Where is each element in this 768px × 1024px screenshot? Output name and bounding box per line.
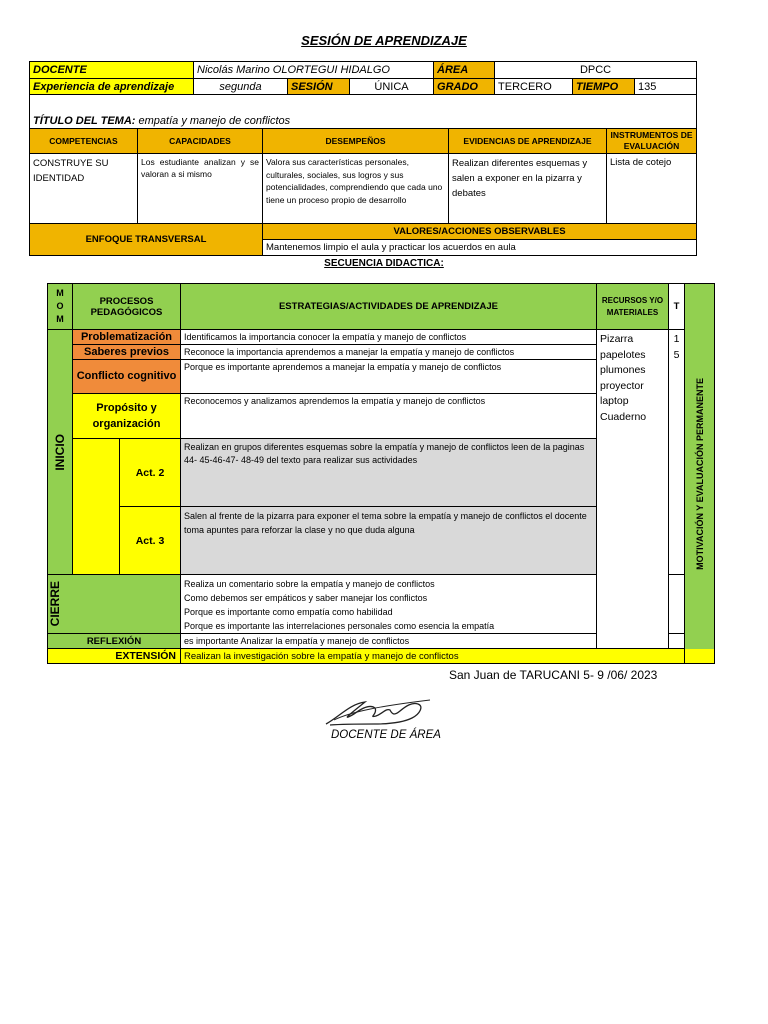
recurso-item: proyector [600, 379, 644, 392]
act-spacer [73, 439, 120, 575]
signature-caption: DOCENTE DE ÁREA [331, 729, 441, 741]
area-label: ÁREA [434, 62, 495, 79]
page-title: SESIÓN DE APRENDIZAJE [301, 33, 467, 48]
inicio-label: INICIO [53, 433, 67, 471]
mom-letter-3: M [56, 314, 64, 324]
t-cell-cierre [669, 575, 685, 634]
t-value: 1 [673, 333, 680, 345]
conflicto-text: Porque es importante aprendemos a manejar la empatía y manejo de conflictos [181, 360, 597, 394]
tema-value: empatía y manejo de conflictos [135, 115, 291, 127]
side-label: MOTIVACIÓN Y EVALUACIÓN PERMANENTE [694, 377, 705, 570]
competencias-table [29, 128, 697, 256]
tema-row [30, 95, 697, 129]
t-header: T [669, 284, 685, 330]
problematizacion-label: Problematización [73, 330, 181, 345]
cierre-cell [48, 575, 181, 634]
header-table [29, 61, 697, 129]
extension-label: EXTENSIÓN [48, 649, 181, 664]
recurso-item: Cuaderno [600, 410, 647, 423]
secuencia-title: SECUENCIA DIDACTICA: [324, 258, 444, 269]
recursos-cell [597, 330, 669, 649]
tiempo-value: 135 [635, 79, 697, 95]
estrategias-header: ESTRATEGIAS/ACTIVIDADES DE APRENDIZAJE [181, 284, 597, 330]
cierre-line: Porque es importante las interrelaciones personales como esencia la empatía [184, 621, 495, 631]
col-evidencias: EVIDENCIAS DE APRENDIZAJE [449, 129, 607, 154]
t-cell-reflexion [669, 634, 685, 649]
mom-header [48, 284, 73, 330]
col-capacidades: CAPACIDADES [138, 129, 263, 154]
reflexion-text: es importante Analizar la empatía y manejo de conflictos [181, 634, 597, 649]
cierre-line: Realiza un comentario sobre la empatía y manejo de conflictos [184, 579, 435, 589]
cierre-line: Porque es importante como empatía como habilidad [184, 607, 393, 617]
col-desempenos: DESEMPEÑOS [263, 129, 449, 154]
experiencia-label: Experiencia de aprendizaje [30, 79, 194, 95]
act3-label: Act. 3 [120, 507, 181, 575]
valores-value: Mantenemos limpio el aula y practicar los acuerdos en aula [263, 240, 697, 256]
docente-value: Nicolás Marino OLORTEGUI HIDALGO [194, 62, 434, 79]
docente-label: DOCENTE [30, 62, 194, 79]
recurso-item: plumones [600, 364, 646, 376]
tema-label: TÍTULO DEL TEMA: [33, 115, 136, 127]
recurso-item: laptop [600, 395, 629, 407]
experiencia-value: segunda [194, 79, 288, 95]
t-value: 5 [673, 348, 680, 361]
act2-label: Act. 2 [120, 439, 181, 507]
area-value: DPCC [495, 62, 697, 79]
proposito-label: Propósito y organización [73, 394, 181, 439]
cierre-label: CIERRE [48, 581, 62, 627]
act2-text: Realizan en grupos diferentes esquemas sobre la empatía y manejo de conflictos leen de la paginas 44- 45-46-47- 48-49 del texto para realizar sus actividades [181, 439, 597, 507]
problematizacion-text: Identificamos la importancia conocer la empatía y manejo de conflictos [181, 330, 597, 345]
recurso-item: Pizarra [600, 333, 634, 345]
secuencia-table [47, 283, 715, 664]
t-cell [669, 330, 685, 575]
grado-label: GRADO [434, 79, 495, 95]
instrumento-cell: Lista de cotejo [607, 154, 697, 224]
conflicto-label: Conflicto cognitivo [73, 360, 181, 394]
signature [320, 694, 445, 730]
mom-letter-2: O [56, 301, 64, 311]
place-date: San Juan de TARUCANI 5- 9 /06/ 2023 [449, 668, 658, 682]
evidencia-cell: Realizan diferentes esquemas y salen a exponer en la pizarra y debates [449, 154, 607, 224]
grado-value: TERCERO [495, 79, 573, 95]
capacidad-cell: Los estudiante analizan y se valoran a si mismo [138, 154, 263, 224]
saberes-label: Saberes previos [73, 345, 181, 360]
valores-label: VALORES/ACCIONES OBSERVABLES [263, 224, 697, 240]
proposito-text: Reconocemos y analizamos aprendemos la empatía y manejo de conflictos [181, 394, 597, 439]
desempeno-cell: Valora sus características personales, culturales, sociales, sus logros y sus potencialidades, comprendiendo que cada uno tiene un proceso propio de desarrollo [263, 154, 449, 224]
col-competencias: COMPETENCIAS [30, 129, 138, 154]
cierre-line: Como debemos ser empáticos y saber manejar los conflictos [184, 593, 428, 603]
cierre-text [181, 575, 597, 634]
procesos-header: PROCESOS PEDAGÓGICOS [73, 284, 181, 330]
extension-text: Realizan la investigación sobre la empatía y manejo de conflictos [181, 649, 715, 664]
recurso-item: papelotes [600, 348, 646, 361]
sesion-value: ÚNICA [350, 79, 434, 95]
reflexion-label: REFLEXIÓN [48, 634, 181, 649]
side-label-cell [685, 284, 715, 664]
mom-letter-1: M [56, 288, 64, 298]
recursos-header: RECURSOS Y/O MATERIALES [597, 284, 669, 330]
inicio-cell [48, 330, 73, 575]
act3-text: Salen al frente de la pizarra para exponer el tema sobre la empatía y manejo de conflictos el docente toma apuntes para reforzar la clase y no que duda alguna [181, 507, 597, 575]
col-instrumentos: INSTRUMENTOS DE EVALUACIÓN [607, 129, 697, 154]
enfoque-label: ENFOQUE TRANSVERSAL [30, 224, 263, 256]
tiempo-label: TIEMPO [573, 79, 635, 95]
competencia-cell: CONSTRUYE SU IDENTIDAD [30, 154, 138, 224]
sesion-label: SESIÓN [288, 79, 350, 95]
saberes-text: Reconoce la importancia aprendemos a manejar la empatía y manejo de conflictos [181, 345, 597, 360]
